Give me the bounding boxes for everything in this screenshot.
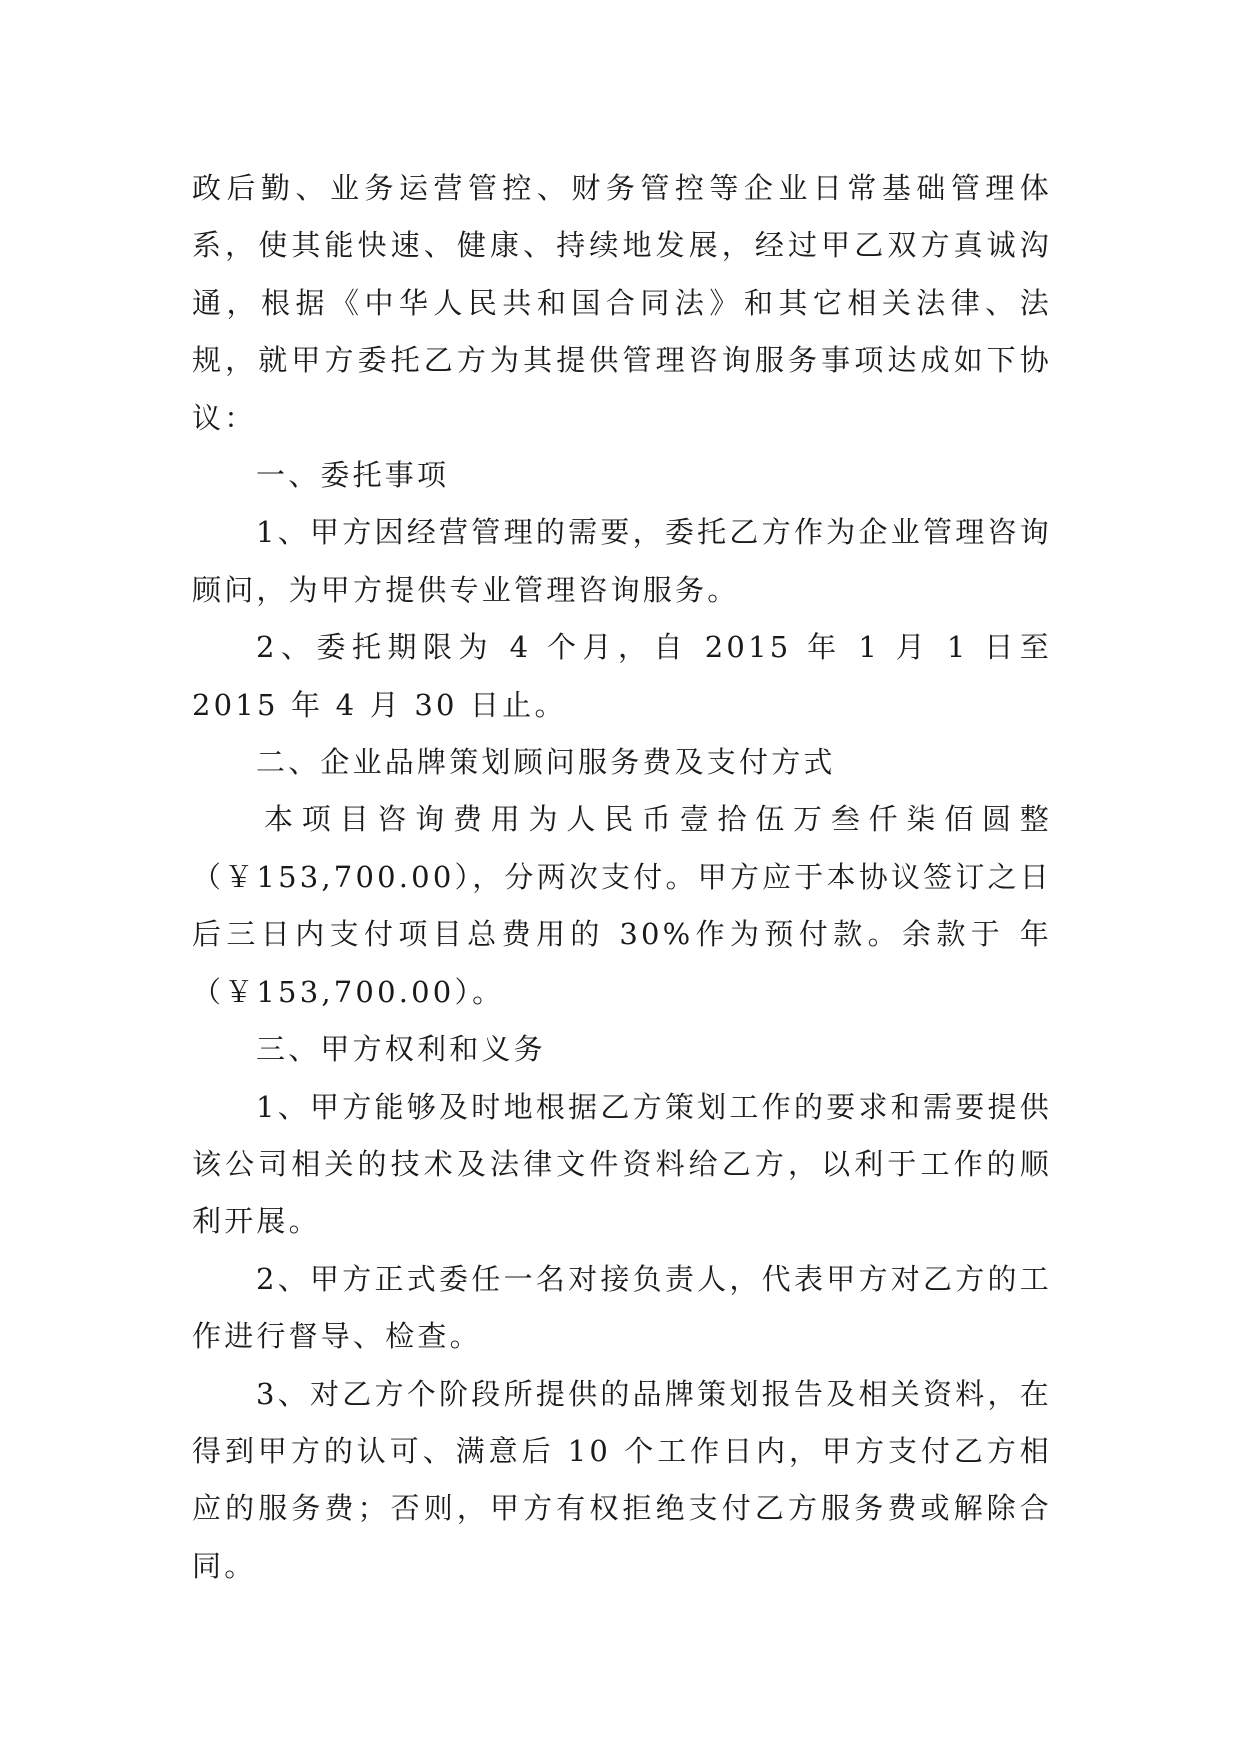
clause-3-1: 1、甲方能够及时地根据乙方策划工作的要求和需要提供该公司相关的技术及法律文件资料给乙方，以利于工作的顺利开展。 [192, 1089, 1052, 1239]
section-heading-entrusted-matters: 一、委托事项 [256, 458, 450, 493]
paragraph-intro-continued: 政后勤、业务运营管控、财务管控等企业日常基础管理体系，使其能快速、健康、持续地发展，经过甲乙双方真诚沟通，根据《中华人民共和国合同法》和其它相关法律、法规，就甲方委托乙方为其提供管理咨询服务事项达成如下协议： [192, 171, 1052, 435]
clause-fees: 本项目咨询费用为人民币壹拾伍万叁仟柒佰圆整（￥153,700.00），分两次支付。甲方应于本协议签订之日后三日内支付项目总费用的 30%作为预付款。余款于 年（￥153,700.00）。 [192, 802, 1052, 1009]
clause-1-2: 2、委托期限为 4 个月，自 2015 年 1 月 1 日至 2015 年 4 月 30 日止。 [192, 630, 1052, 722]
clause-3-2: 2、甲方正式委任一名对接负责人，代表甲方对乙方的工作进行督导、检查。 [192, 1261, 1052, 1354]
section-heading-party-a-rights: 三、甲方权利和义务 [256, 1032, 546, 1067]
contract-body [192, 160, 1052, 1595]
clause-1-1: 1、甲方因经营管理的需要，委托乙方作为企业管理咨询顾问，为甲方提供专业管理咨询服务。 [192, 515, 1052, 607]
clause-3-3: 3、对乙方个阶段所提供的品牌策划报告及相关资料，在得到甲方的认可、满意后 10 个工作日内，甲方支付乙方相应的服务费；否则，甲方有权拒绝支付乙方服务费或解除合同。 [192, 1376, 1052, 1583]
section-heading-fees-payment: 二、企业品牌策划顾问服务费及支付方式 [256, 745, 836, 780]
